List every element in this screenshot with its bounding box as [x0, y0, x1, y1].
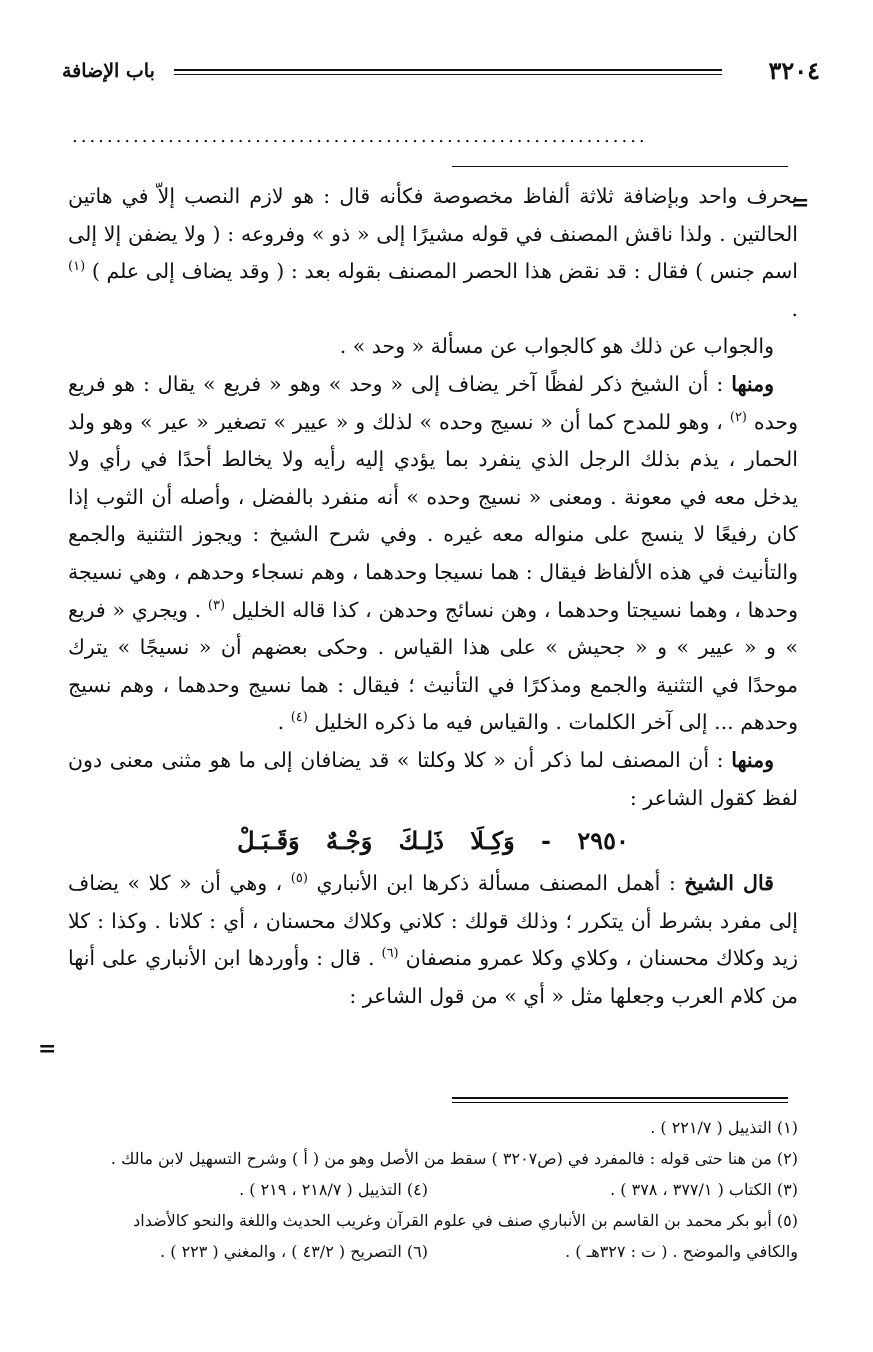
header-rule-thin [174, 74, 722, 75]
paragraph: ومنها : أن المصنف لما ذكر أن « كلا وكلتا » قد يضافان إلى ما هو مثنى معنى دون لفظ كقول الشاعر : [68, 747, 798, 810]
paragraph-lead: قال الشيخ [684, 871, 774, 896]
footnote-ref: (٦) [381, 946, 399, 962]
footnote: (٤) التذييل ( ٢١٨/٧ ، ٢١٩ ) . [239, 1180, 428, 1199]
continuation-mark-end: = [38, 1036, 57, 1062]
footnote-row [68, 1174, 798, 1205]
paragraph-lead: ومنها [731, 747, 774, 772]
paragraph: قال الشيخ : أهمل المصنف مسألة ذكرها ابن الأنباري $^{(٥)}$ ، وهي أن « كلا » يضاف إلى مفرد بشرط أن يتكرر ؛ وذلك قولك : كلاني وكلاك محسنان ، أي : كلانا . وكذا : كلا زيد وكلاك محسنان ، وكلاي وكلا عمرو منصفان $^{(٦)}$ . قال : وأوردها ابن الأنباري على أنها من كلام العرب وجعلها مثل « أي » من قول الشاعر : [68, 871, 798, 1008]
main-text [68, 178, 798, 1015]
footnote-rule-thin [452, 1102, 788, 1103]
footnote-ref: (١) [68, 259, 86, 275]
footnote: (٦) التصريح ( ٤٣/٢ ) ، والمغني ( ٢٢٣ ) . [160, 1242, 428, 1261]
paragraph-lead: ومنها [731, 371, 774, 396]
footnote-ref: (٥) [290, 871, 308, 887]
omission-dots: .................................................................. [72, 126, 648, 146]
footnote-row [68, 1236, 798, 1267]
continuation-mark-start: = [791, 190, 810, 216]
footnote-ref: (٣) [207, 597, 226, 613]
footnotes [68, 1112, 798, 1267]
separator-rule [452, 166, 788, 167]
footnote-rule [452, 1097, 788, 1099]
poetry-verse: ٢٩٥٠ - وَكِـلَا ذَلِـكَ وَجْـهٌ وَقَـبَـلْ [237, 826, 629, 856]
footnote-continuation: والكافي والموضح . ( ت : ٣٢٧هـ ) . [565, 1242, 798, 1261]
paragraph: بحرف واحد وبإضافة ثلاثة ألفاظ مخصوصة فكأنه قال : هو لازم النصب إلاّ في هاتين الحالتين . ولذا ناقش المصنف في قوله مشيرًا إلى « ذو » وفروعه : ( ولا يضفن إلا إلى اسم جنس ) فقال : قد نقض هذا الحصر المصنف بقوله بعد : ( وقد يضاف إلى علم ) $^{(١)}$ . [68, 184, 798, 321]
header-rule [174, 69, 722, 71]
page-number: ٣٢٠٤ [768, 56, 820, 85]
running-header [52, 54, 822, 94]
paragraph: ومنها : أن الشيخ ذكر لفظًا آخر يضاف إلى « وحد » وهو « فريع » يقال : هو فريع وحده $^{(٢)}$ ، وهو للمدح كما أن « نسيج وحده » لذلك و « عيير » تصغير « عير » وهو ولد الحمار ، يذم بذلك الرجل الذي ينفرد بما يؤدي إليه رأيه ولا يخالط أحدًا في رأي ولا يدخل معه في معونة . ومعنى « نسيج وحده » أنه منفرد بالفضل ، وأصله أن الثوب إذا كان رفيعًا لا ينسج على منواله معه غيره . وفي شرح الشيخ : ويجوز التثنية والجمع والتأنيث في هذه الألفاظ فيقال : هما نسيجا وحدهما ، وهم نسجاء وحدهم ، وهي نسيجة وحدها ، وهما نسيجتا وحدهما ، وهن نسائج وحدهن ، كذا قاله الخليل $^{(٣)}$ . ويجري « فريع » و « عيير » و « جحيش » على هذا القياس . وحكى بعضهم أن « نسيجًا » يترك موحدًا في التثنية والجمع ومذكرًا في التأنيث ؛ فيقال : هما نسيج وحدهما ، وهم نسيج وحدهم ... إلى آخر الكلمات . والقياس فيه ما ذكره الخليل $^{(٤)}$ . [68, 371, 799, 735]
footnote: (١) التذييل ( ٢٢١/٧ ) . [650, 1118, 798, 1137]
footnote-ref: (٢) [729, 409, 747, 425]
paragraph: والجواب عن ذلك هو كالجواب عن مسألة « وحد » . [339, 334, 774, 359]
footnote: (٢) من هنا حتى قوله : فالمفرد في (ص٣٢٠٧ ) سقط من الأصل وهو من ( أ ) وشرح التسهيل لابن مالك . [110, 1149, 798, 1168]
footnote-ref: (٤) [290, 710, 308, 726]
footnote: (٣) الكتاب ( ٣٧٧/١ ، ٣٧٨ ) . [610, 1180, 798, 1199]
footnote: (٥) أبو بكر محمد بن القاسم بن الأنباري صنف في علوم القرآن وغريب الحديث واللغة والنحو كالأضداد [133, 1211, 798, 1230]
section-title: باب الإضافة [62, 60, 155, 82]
